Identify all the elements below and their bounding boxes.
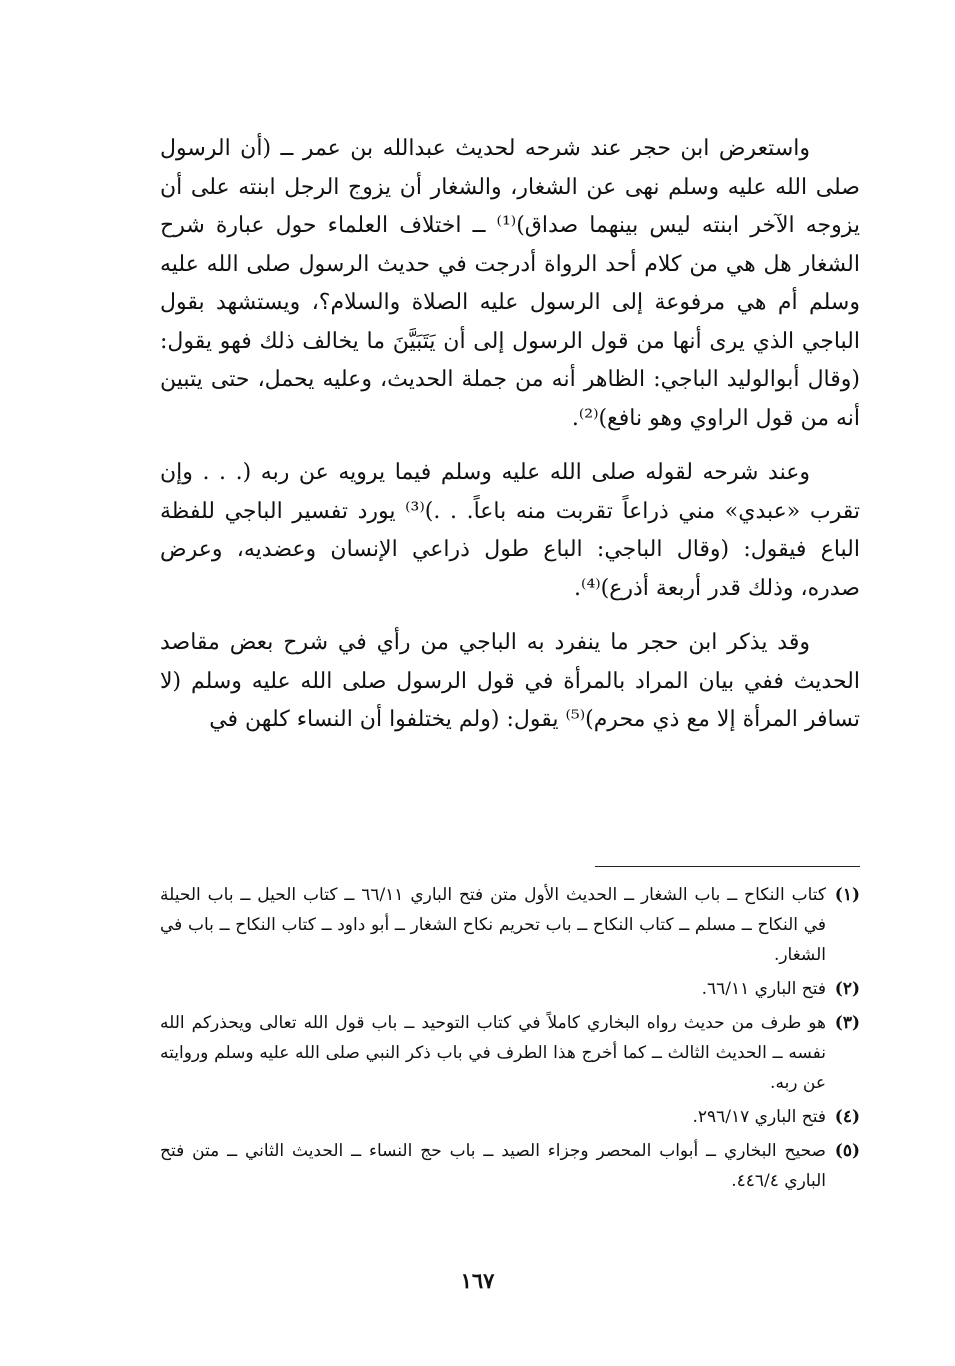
footnote-text: كتاب النكاح ــ باب الشغار ــ الحديث الأول متن فتح الباري ٦٦/١١ ــ كتاب الحيل ــ باب الحيلة في النكاح ــ مسلم ــ كتاب النكاح ــ باب تحريم نكاح الشغار ــ أبو داود ــ كتاب النكاح ــ باب في الشغار.: [160, 885, 826, 965]
paragraph-2: وعند شرحه لقوله صلى الله عليه وسلم فيما يرويه عن ربه (. . . وإن تقرب «عبدي» مني ذراعاً تقربت منه باعاً. . .)⁽³⁾ يورد تفسير الباجي للفظة الباع فيقول: (وقال الباجي: الباع طول ذراعي الإنسان وعضديه، وعرض صدره، وذلك قدر أربعة أذرع)⁽⁴⁾.: [160, 460, 860, 601]
footnote-number: (٣): [834, 1013, 860, 1033]
footnote-separator: [595, 866, 860, 867]
footnote-number: (١): [834, 885, 860, 905]
footnote-text: فتح الباري ٢٩٦/١٧.: [692, 1107, 826, 1127]
footnote-4: [160, 1102, 860, 1132]
footnotes: [160, 880, 860, 1200]
footnote-1: [160, 880, 860, 970]
footnote-5: [160, 1136, 860, 1196]
footnote-number: (٤): [834, 1107, 860, 1127]
footnote-text: صحيح البخاري ــ أبواب المحصر وجزاء الصيد ــ باب حج النساء ــ الحديث الثاني ــ متن فتح الباري ٤٤٦/٤.: [160, 1141, 826, 1191]
paragraph-3: وقد يذكر ابن حجر ما ينفرد به الباجي من رأي في شرح بعض مقاصد الحديث ففي بيان المراد بالمرأة في قول الرسول صلى الله عليه وسلم (لا تسافر المرأة إلا مع ذي محرم)⁽⁵⁾ يقول: (ولم يختلفوا أن النساء كلهن في: [160, 630, 860, 732]
main-text: [160, 130, 860, 756]
footnote-text: فتح الباري ٦٦/١١.: [701, 979, 826, 999]
footnote-number: (٢): [834, 979, 860, 999]
footnote-3: [160, 1008, 860, 1098]
footnote-text: هو طرف من حديث رواه البخاري كاملاً في كتاب التوحيد ــ باب قول الله تعالى ويحذركم الله نفسه ــ الحديث الثالث ــ كما أخرج هذا الطرف في باب ذكر النبي صلى الله عليه وسلم وروايته عن ربه.: [160, 1013, 826, 1093]
footnote-2: [160, 974, 860, 1004]
page-number: ١٦٧: [460, 1268, 495, 1293]
paragraph-1: واستعرض ابن حجر عند شرحه لحديث عبدالله بن عمر ــ (أن الرسول صلى الله عليه وسلم نهى عن الشغار، والشغار أن يزوج الرجل ابنته على أن يزوجه الآخر ابنته ليس بينهما صداق)⁽¹⁾ ــ اختلاف العلماء حول عبارة شرح الشغار هل هي من كلام أحد الرواة أدرجت في حديث الرسول صلى الله عليه وسلم أم هي مرفوعة إلى الرسول عليه الصلاة والسلام؟، ويستشهد بقول الباجي الذي يرى أنها من قول الرسول إلى أن يَتَبَيَّنَ ما يخالف ذلك فهو يقول: (وقال أبوالوليد الباجي: الظاهر أنه من جملة الحديث، وعليه يحمل، حتى يتبين أنه من قول الراوي وهو نافع)⁽²⁾.: [160, 136, 861, 431]
footnote-number: (٥): [834, 1141, 860, 1161]
